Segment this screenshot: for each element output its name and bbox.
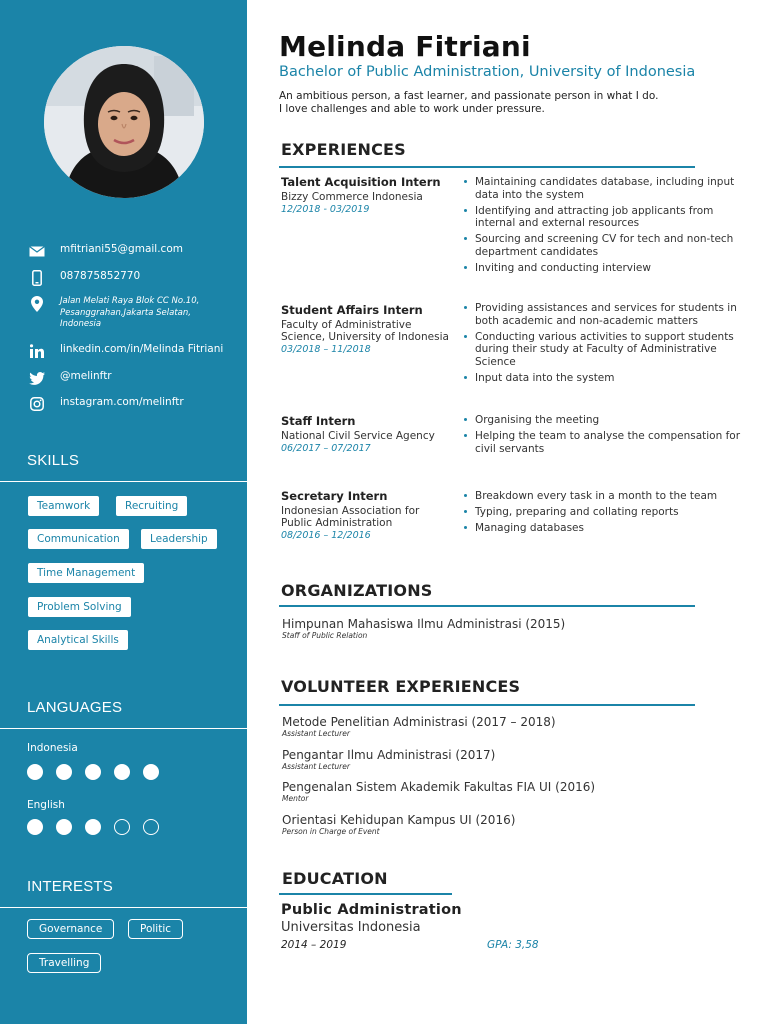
languages-heading: LANGUAGES: [27, 699, 123, 716]
volunteer-name: Orientasi Kehidupan Kampus UI (2016): [282, 813, 516, 827]
job-title: Secretary Intern: [281, 489, 388, 503]
phone-text: 087875852770: [60, 270, 141, 282]
candidate-subtitle: Bachelor of Public Administration, University of Indonesia: [279, 64, 696, 80]
volunteer-role: Person in Charge of Event: [282, 827, 380, 836]
candidate-name: Melinda Fitriani: [279, 30, 531, 63]
sidebar: [0, 0, 247, 1024]
profile-photo: [44, 46, 204, 198]
level-dot-empty: [114, 819, 130, 835]
education-gpa: GPA: 3,58: [487, 939, 539, 951]
interest-tag: Politic: [128, 919, 183, 939]
summary: [279, 90, 658, 116]
summary-line: An ambitious person, a fast learner, and passionate person in what I do.: [279, 90, 659, 102]
skill-tag: Leadership: [141, 529, 217, 549]
experiences-divider: [279, 166, 695, 168]
organization-item: [282, 617, 565, 641]
job-duties: [463, 414, 743, 459]
contact-address: [28, 296, 220, 331]
job-date: 12/2018 - 03/2019: [281, 204, 370, 215]
contact-instagram[interactable]: [28, 396, 184, 412]
duty-item: Sourcing and screening CV for tech and non-tech department candidates: [463, 233, 743, 258]
duty-item: Identifying and attracting job applicants from internal and external resources: [463, 205, 743, 230]
interest-tag: Travelling: [27, 953, 101, 973]
volunteer-name: Metode Penelitian Administrasi (2017 – 2018): [282, 715, 556, 729]
duty-item: Conducting various activities to support students during their study at Faculty of Administrative Science: [463, 331, 743, 369]
education-school: Universitas Indonesia: [281, 920, 421, 935]
duty-item: Typing, preparing and collating reports: [463, 506, 743, 519]
education-degree: Public Administration: [281, 902, 462, 918]
contact-twitter[interactable]: [28, 370, 112, 386]
volunteer-divider: [279, 704, 695, 706]
contact-email[interactable]: [28, 243, 183, 259]
instagram-icon: [28, 396, 46, 412]
job-title: Talent Acquisition Intern: [281, 175, 441, 189]
job-org: Bizzy Commerce Indonesia: [281, 191, 423, 203]
job-date: 03/2018 – 11/2018: [281, 344, 371, 355]
level-dot-filled: [27, 819, 43, 835]
duty-item: Breakdown every task in a month to the team: [463, 490, 743, 503]
experience-item: [281, 489, 451, 542]
job-org: National Civil Service Agency: [281, 430, 435, 442]
skill-tag: Analytical Skills: [28, 630, 128, 650]
level-dot-filled: [27, 764, 43, 780]
organizations-heading: ORGANIZATIONS: [281, 581, 433, 600]
duty-item: Input data into the system: [463, 372, 743, 385]
duty-item: Maintaining candidates database, including input data into the system: [463, 176, 743, 201]
volunteer-role: Assistant Lecturer: [282, 762, 350, 771]
volunteer-name: Pengantar Ilmu Administrasi (2017): [282, 748, 496, 762]
level-dot-filled: [56, 819, 72, 835]
education-divider: [279, 893, 452, 895]
level-dot-filled: [85, 764, 101, 780]
level-dot-filled: [114, 764, 130, 780]
instagram-text: instagram.com/melinftr: [60, 396, 184, 408]
duty-item: Providing assistances and services for students in both academic and non-academic matters: [463, 302, 743, 327]
skill-tag: Teamwork: [28, 496, 99, 516]
duty-item: Managing databases: [463, 522, 743, 535]
skills-heading: SKILLS: [27, 452, 80, 469]
level-dot-filled: [85, 819, 101, 835]
job-org: Faculty of Administrative Science, University of Indonesia: [281, 319, 449, 343]
location-pin-icon: [28, 296, 46, 312]
job-title: Student Affairs Intern: [281, 303, 423, 317]
volunteer-item: [282, 780, 595, 804]
linkedin-text: linkedin.com/in/Melinda Fitriani: [60, 343, 224, 355]
volunteer-name: Pengenalan Sistem Akademik Fakultas FIA UI (2016): [282, 780, 596, 794]
twitter-text: @melinftr: [60, 370, 112, 382]
experience-item: [281, 303, 451, 356]
volunteer-heading: VOLUNTEER EXPERIENCES: [281, 677, 521, 696]
organizations-divider: [279, 605, 695, 607]
job-org: Indonesian Association for Public Administration: [281, 505, 420, 529]
language-level: [27, 819, 159, 835]
summary-line: I love challenges and able to work under pressure.: [279, 103, 545, 115]
volunteer-item: [282, 748, 495, 772]
job-duties: [463, 302, 743, 388]
email-text: mfitriani55@gmail.com: [60, 243, 183, 255]
volunteer-role: Assistant Lecturer: [282, 729, 350, 738]
languages-divider: [0, 728, 247, 729]
interests-divider: [0, 907, 247, 908]
contact-linkedin[interactable]: [28, 343, 223, 359]
skill-tag: Communication: [28, 529, 129, 549]
skill-tag: Time Management: [28, 563, 144, 583]
address-text: Jalan Melati Raya Blok CC No.10, Pesanggrahan,Jakarta Selatan, Indonesia: [60, 296, 200, 329]
experiences-heading: EXPERIENCES: [281, 140, 406, 159]
language-name: Indonesia: [27, 742, 78, 754]
email-icon: [28, 243, 46, 259]
organization-role: Staff of Public Relation: [282, 631, 368, 640]
contact-phone[interactable]: [28, 270, 140, 286]
skill-tag: Problem Solving: [28, 597, 131, 617]
experience-item: [281, 175, 451, 216]
job-date: 06/2017 – 07/2017: [281, 443, 371, 454]
job-date: 08/2016 – 12/2016: [281, 530, 371, 541]
twitter-icon: [28, 370, 46, 386]
volunteer-item: [282, 813, 515, 837]
language-level: [27, 764, 159, 780]
phone-icon: [28, 270, 46, 286]
organization-name: Himpunan Mahasiswa Ilmu Administrasi (2015): [282, 617, 566, 631]
education-years: 2014 – 2019: [281, 939, 347, 951]
volunteer-role: Mentor: [282, 794, 309, 803]
interest-tag: Governance: [27, 919, 114, 939]
duty-item: Organising the meeting: [463, 414, 743, 427]
job-title: Staff Intern: [281, 414, 356, 428]
level-dot-filled: [56, 764, 72, 780]
language-name: English: [27, 799, 65, 811]
interests-heading: INTERESTS: [27, 878, 113, 895]
education-heading: EDUCATION: [282, 869, 388, 888]
job-duties: [463, 176, 743, 278]
duty-item: Inviting and conducting interview: [463, 262, 743, 275]
experience-item: [281, 414, 451, 455]
skill-tag: Recruiting: [116, 496, 187, 516]
job-duties: [463, 490, 743, 538]
level-dot-filled: [143, 764, 159, 780]
linkedin-icon: [28, 343, 46, 359]
duty-item: Helping the team to analyse the compensation for civil servants: [463, 430, 743, 455]
skills-divider: [0, 481, 247, 482]
level-dot-empty: [143, 819, 159, 835]
volunteer-item: [282, 715, 556, 739]
